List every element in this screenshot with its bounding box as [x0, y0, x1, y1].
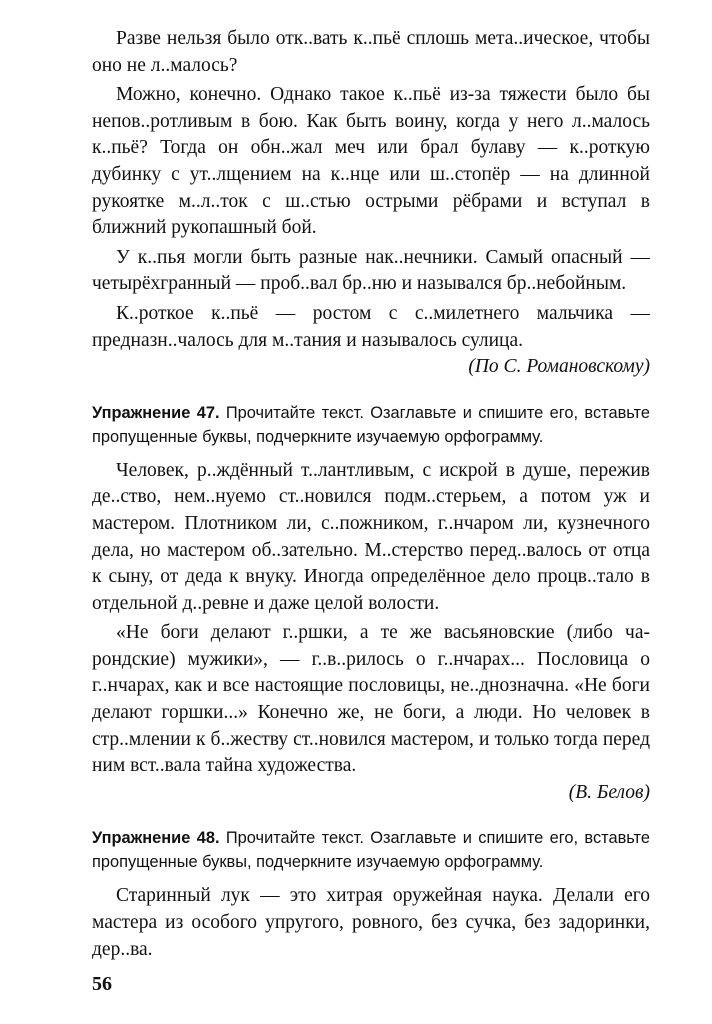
exercise-47-heading: [92, 401, 650, 449]
paragraph-1: Разве нельзя было отк..вать к..пьё сплошь мета..ическое, чтобы оно не л..малось?: [92, 28, 650, 76]
exercise-47-paragraph-2: «Не боги делают г..ршки, а те же васьяновские (либо чарондские) мужики», — г..в..рилось о г..нчарах... Пословица о г..нчарах, как и все настоящие пословицы, не..днозначна. «Не боги делают горшки...» Конечно же, не боги, а люди. Но человек в стр..млении к б..жеству ст..новился мастером, и только тогда перед ним вст..вала тайна художества.: [92, 622, 650, 777]
attribution-romanovsky: (По С. Романовскому): [468, 356, 650, 378]
exercise-47-paragraph-1: Человек, р..ждённый т..лантливым, с искрой в душе, пережив де..ство, нем..нуемо ст..новился подм..стерьем, а потом уж и мастером. Плотником ли, с..пожником, г..нчаром ли, кузнечного дела, но мастером об..зательно. М..стерство перед..валось от отца к сыну, от деда к внуку. Иногда определённое дело процв..тало в отдельной д..ревне и даже целой волости.: [92, 459, 650, 614]
exercise-48-instruction: Прочитайте текст. Озаглавьте и спишите его, вставьте пропущенные буквы, подчеркните изучаемую орфограмму.: [92, 829, 650, 872]
exercise-48-paragraph-1: Старинный лук — это хитрая оружейная наука. Делали его мастера из особого упругого, ровного, без сучка, без задоринки, дер..ва.: [92, 885, 650, 960]
page-content: [92, 26, 650, 963]
exercise-48-heading: [92, 826, 650, 874]
paragraph-3: У к..пья могли быть разные нак..нечники. Самый опасный — четырёхгранный — проб..вал бр..ню и назывался бр..небойным.: [92, 246, 650, 295]
exercise-47-label: Упражнение 47.: [92, 403, 220, 422]
attribution-belov: (В. Белов): [568, 781, 650, 803]
paragraph-4: К..роткое к..пьё — ростом с с..милетнего мальчика — предназн..чалось для м..тания и называлось сулица.: [92, 302, 650, 351]
page-number: 56: [92, 973, 112, 995]
paragraph-2: Можно, конечно. Однако такое к..пьё из-за тяжести было бы непов..ротливым в бою. Как быть воину, когда у него л..малось к..пьё? Тогда он обн..жал меч или брал булаву — к..роткую дубинку с ут..лщением на к..нце или ш..стопёр — на длинной рукоятке м..л..ток с ш..стью острыми рёбрами и вступал в ближний рукопашный бой.: [92, 84, 650, 239]
exercise-48-label: Упражнение 48.: [92, 829, 220, 848]
exercise-47-instruction: Прочитайте текст. Озаглавьте и спишите его, вставьте пропущенные буквы, подчеркните изучаемую орфограмму.: [92, 403, 650, 446]
